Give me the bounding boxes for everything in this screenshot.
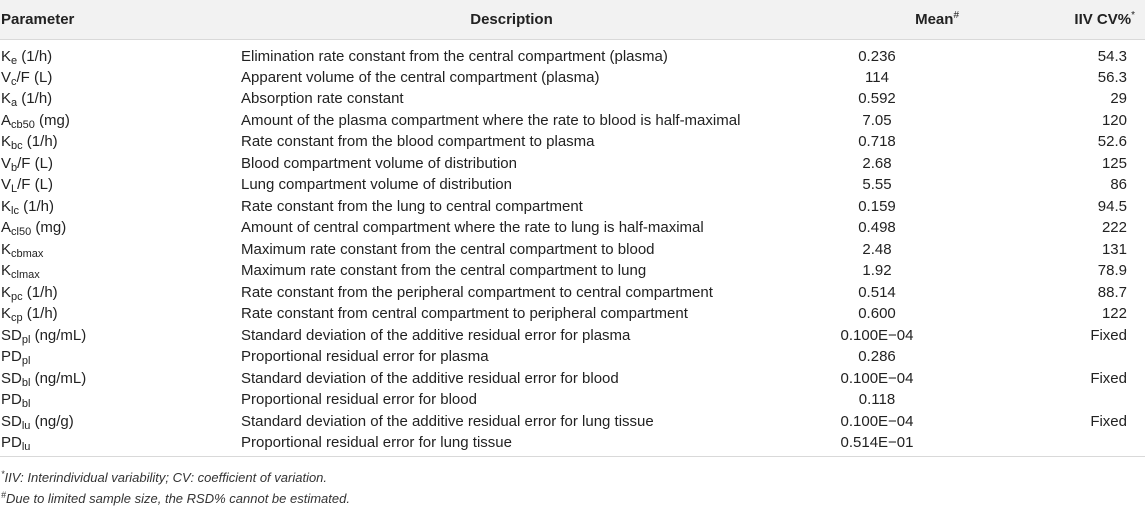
- iiv-cv-cell: 86: [965, 174, 1145, 196]
- parameter-subscript: cl50: [11, 226, 32, 239]
- parameter-unit: /F (L): [17, 176, 53, 194]
- header-iiv-cv: IIV CV%*: [965, 0, 1145, 39]
- iiv-cv-cell: 78.9: [965, 260, 1145, 282]
- parameter-symbol: A: [1, 111, 12, 129]
- parameter-cell: [0, 260, 240, 282]
- parameter-symbol: K: [1, 133, 12, 151]
- mean-cell: 0.514: [783, 282, 965, 304]
- table-row: [0, 389, 1145, 411]
- table-header: [0, 0, 1145, 39]
- parameter-unit: (1/h): [17, 47, 53, 65]
- parameter-unit: (1/h): [18, 197, 54, 215]
- description-cell: Absorption rate constant: [240, 88, 783, 110]
- table-row: [0, 88, 1145, 110]
- parameter-symbol: A: [1, 219, 12, 237]
- table-body: [0, 39, 1145, 457]
- parameter-subscript: lu: [21, 419, 31, 432]
- iiv-footnote-mark: *: [1131, 9, 1135, 21]
- parameter-unit: (mg): [34, 111, 70, 129]
- parameter-symbol: K: [1, 90, 12, 108]
- description-cell: Lung compartment volume of distribution: [240, 174, 783, 196]
- mean-cell: 0.600: [783, 303, 965, 325]
- parameter-unit: (1/h): [22, 305, 58, 323]
- description-cell: Amount of the plasma compartment where the rate to blood is half-maximal: [240, 110, 783, 132]
- parameter-cell: [0, 110, 240, 132]
- mean-cell: 2.68: [783, 153, 965, 175]
- parameter-symbol: SD: [1, 412, 22, 430]
- parameter-symbol: K: [1, 240, 12, 258]
- parameter-subscript: pl: [21, 355, 31, 368]
- parameter-symbol: K: [1, 262, 12, 280]
- mean-cell: 1.92: [783, 260, 965, 282]
- parameter-symbol: V: [1, 68, 12, 86]
- table-row: [0, 110, 1145, 132]
- footnote-mark: #: [1, 490, 7, 500]
- iiv-cv-cell: 94.5: [965, 196, 1145, 218]
- iiv-cv-cell: 88.7: [965, 282, 1145, 304]
- footnote-text: IIV: Interindividual variability; CV: coefficient of variation.: [4, 470, 328, 485]
- mean-cell: 0.498: [783, 217, 965, 239]
- mean-cell: 5.55: [783, 174, 965, 196]
- header-description: Description: [240, 0, 783, 39]
- description-cell: Proportional residual error for blood: [240, 389, 783, 411]
- footnote-text: Due to limited sample size, the RSD% cannot be estimated.: [6, 491, 350, 506]
- iiv-cv-cell: 122: [965, 303, 1145, 325]
- description-cell: Elimination rate constant from the central compartment (plasma): [240, 39, 783, 67]
- table-row: [0, 303, 1145, 325]
- mean-cell: 114: [783, 67, 965, 89]
- parameter-cell: [0, 303, 240, 325]
- iiv-cv-cell: [965, 389, 1145, 411]
- parameter-cell: [0, 39, 240, 67]
- description-cell: Proportional residual error for plasma: [240, 346, 783, 368]
- description-cell: Rate constant from the lung to central compartment: [240, 196, 783, 218]
- parameter-cell: [0, 368, 240, 390]
- table-row: [0, 131, 1145, 153]
- parameter-symbol: K: [1, 283, 12, 301]
- parameter-unit: (1/h): [22, 283, 58, 301]
- description-cell: Standard deviation of the additive residual error for lung tissue: [240, 411, 783, 433]
- parameter-symbol: K: [1, 305, 12, 323]
- mean-cell: 0.286: [783, 346, 965, 368]
- parameter-cell: [0, 88, 240, 110]
- iiv-cv-cell: 120: [965, 110, 1145, 132]
- table-row: [0, 153, 1145, 175]
- parameter-unit: (1/h): [17, 90, 53, 108]
- parameter-symbol: SD: [1, 326, 22, 344]
- parameter-cell: [0, 389, 240, 411]
- table-row: [0, 174, 1145, 196]
- iiv-cv-cell: Fixed: [965, 325, 1145, 347]
- parameter-cell: [0, 346, 240, 368]
- iiv-cv-cell: 125: [965, 153, 1145, 175]
- iiv-cv-cell: 222: [965, 217, 1145, 239]
- table-row: [0, 217, 1145, 239]
- table-row: [0, 67, 1145, 89]
- footnotes: [0, 457, 1145, 509]
- table-row: [0, 368, 1145, 390]
- parameter-cell: [0, 131, 240, 153]
- table-row: [0, 282, 1145, 304]
- description-cell: Rate constant from central compartment to peripheral compartment: [240, 303, 783, 325]
- table-row: [0, 239, 1145, 261]
- parameter-unit: /F (L): [17, 154, 53, 172]
- parameter-subscript: bl: [21, 398, 31, 411]
- parameter-subscript: c: [11, 75, 17, 88]
- parameter-symbol: K: [1, 47, 12, 65]
- footnote-mark: *: [1, 469, 5, 479]
- parameter-symbol: V: [1, 154, 12, 172]
- description-cell: Apparent volume of the central compartment (plasma): [240, 67, 783, 89]
- parameter-subscript: bl: [21, 376, 31, 389]
- parameter-cell: [0, 67, 240, 89]
- parameter-subscript: e: [11, 54, 18, 67]
- description-cell: Amount of central compartment where the rate to lung is half-maximal: [240, 217, 783, 239]
- parameter-symbol: PD: [1, 391, 22, 409]
- footnote-rsd: [1, 488, 1145, 509]
- parameter-subscript: lc: [11, 204, 19, 217]
- parameter-subscript: cbmax: [11, 247, 44, 260]
- parameter-unit: (ng/mL): [30, 369, 87, 387]
- description-cell: Maximum rate constant from the central compartment to blood: [240, 239, 783, 261]
- parameter-cell: [0, 325, 240, 347]
- parameter-symbol: SD: [1, 369, 22, 387]
- parameter-subscript: a: [11, 97, 18, 110]
- parameter-symbol: K: [1, 197, 12, 215]
- iiv-cv-cell: 54.3: [965, 39, 1145, 67]
- description-cell: Standard deviation of the additive residual error for blood: [240, 368, 783, 390]
- description-cell: Proportional residual error for lung tissue: [240, 432, 783, 457]
- parameter-cell: [0, 239, 240, 261]
- parameter-unit: (ng/g): [30, 412, 74, 430]
- table-row: [0, 325, 1145, 347]
- mean-cell: 0.159: [783, 196, 965, 218]
- iiv-cv-cell: Fixed: [965, 368, 1145, 390]
- mean-cell: 7.05: [783, 110, 965, 132]
- parameter-symbol: PD: [1, 434, 22, 451]
- parameter-subscript: pc: [11, 290, 23, 303]
- description-cell: Blood compartment volume of distribution: [240, 153, 783, 175]
- footnote-iiv: [1, 467, 1145, 488]
- iiv-cv-cell: 131: [965, 239, 1145, 261]
- parameter-cell: [0, 196, 240, 218]
- parameter-subscript: lu: [21, 441, 31, 453]
- parameter-subscript: cb50: [11, 118, 35, 131]
- table-row: [0, 346, 1145, 368]
- parameter-unit: (ng/mL): [30, 326, 87, 344]
- parameter-cell: [0, 411, 240, 433]
- parameter-cell: [0, 432, 240, 457]
- parameter-symbol: V: [1, 176, 12, 194]
- parameter-subscript: pl: [21, 333, 31, 346]
- parameter-unit: (1/h): [22, 133, 58, 151]
- description-cell: Standard deviation of the additive residual error for plasma: [240, 325, 783, 347]
- mean-cell: 0.718: [783, 131, 965, 153]
- table-row: [0, 196, 1145, 218]
- iiv-cv-cell: 29: [965, 88, 1145, 110]
- parameter-unit: /F (L): [16, 68, 53, 86]
- table-row: [0, 432, 1145, 457]
- header-mean: Mean#: [783, 0, 965, 39]
- mean-cell: 0.236: [783, 39, 965, 67]
- parameter-cell: [0, 217, 240, 239]
- iiv-cv-cell: 52.6: [965, 131, 1145, 153]
- mean-cell: 0.100E−04: [783, 325, 965, 347]
- iiv-cv-cell: Fixed: [965, 411, 1145, 433]
- description-cell: Rate constant from the blood compartment to plasma: [240, 131, 783, 153]
- iiv-cv-cell: [965, 346, 1145, 368]
- parameter-cell: [0, 174, 240, 196]
- mean-footnote-mark: #: [953, 9, 959, 21]
- header-row: [0, 0, 1145, 39]
- mean-cell: 0.100E−04: [783, 411, 965, 433]
- parameter-subscript: L: [11, 183, 18, 196]
- table-row: [0, 411, 1145, 433]
- parameter-cell: [0, 282, 240, 304]
- mean-cell: 2.48: [783, 239, 965, 261]
- parameter-unit: (mg): [31, 219, 67, 237]
- description-cell: Maximum rate constant from the central compartment to lung: [240, 260, 783, 282]
- parameter-subscript: b: [11, 161, 18, 174]
- parameter-symbol: PD: [1, 348, 22, 366]
- mean-cell: 0.100E−04: [783, 368, 965, 390]
- description-cell: Rate constant from the peripheral compartment to central compartment: [240, 282, 783, 304]
- parameter-subscript: clmax: [11, 269, 40, 282]
- table-row: [0, 260, 1145, 282]
- mean-cell: 0.118: [783, 389, 965, 411]
- parameter-subscript: cp: [11, 312, 23, 325]
- mean-cell: 0.514E−01: [783, 432, 965, 457]
- parameter-cell: [0, 153, 240, 175]
- parameter-subscript: bc: [11, 140, 23, 153]
- iiv-cv-cell: 56.3: [965, 67, 1145, 89]
- mean-cell: 0.592: [783, 88, 965, 110]
- iiv-cv-cell: [965, 432, 1145, 457]
- header-parameter: Parameter: [0, 0, 240, 39]
- table-row: [0, 39, 1145, 67]
